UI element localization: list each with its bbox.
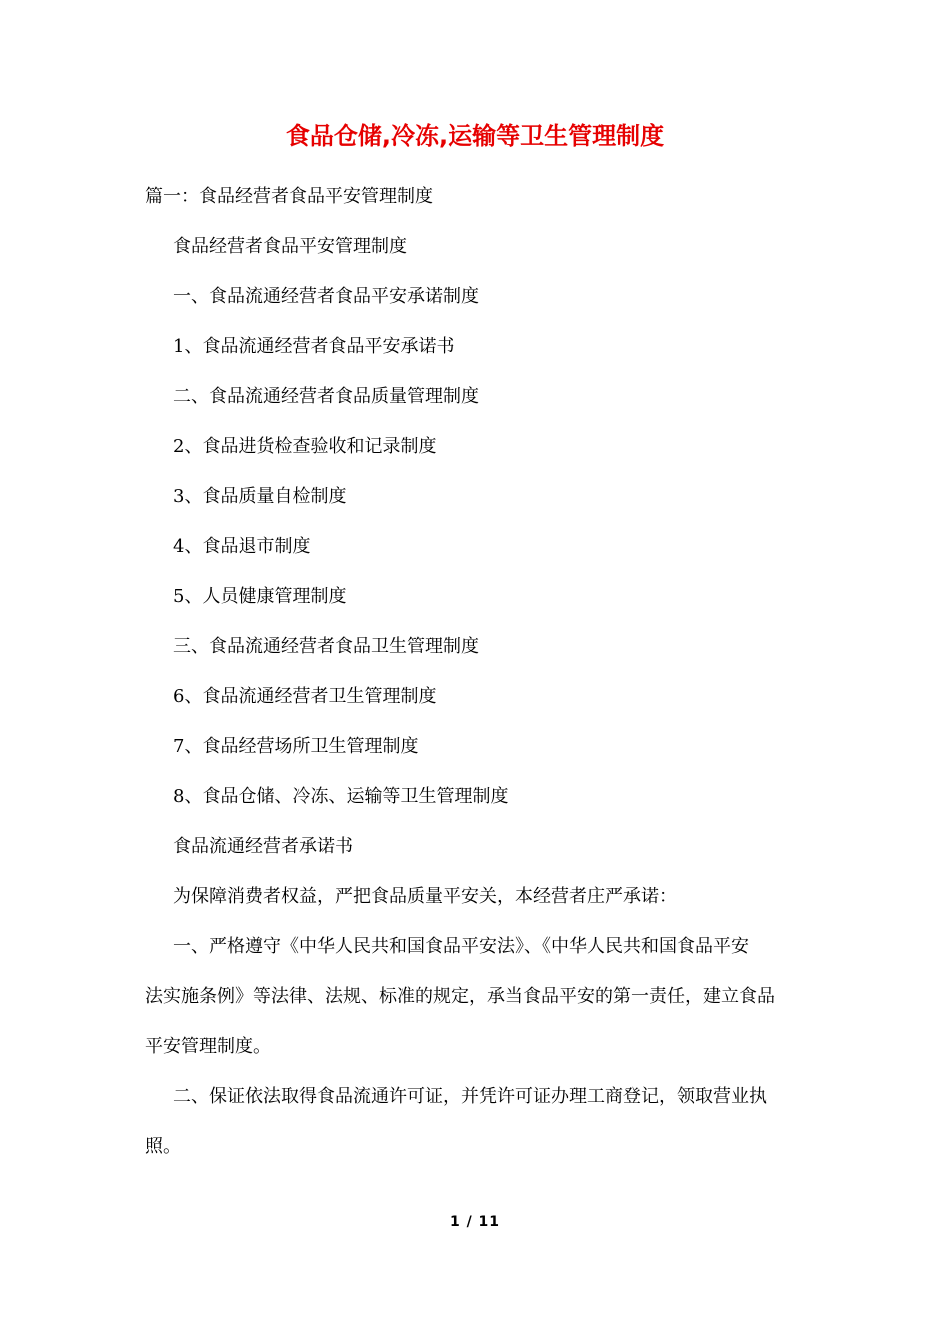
text-line: 5、人员健康管理制度 bbox=[173, 586, 347, 607]
text-line: 为保障消费者权益，严把食品质量平安关，本经营者庄严承诺： bbox=[173, 886, 677, 907]
paragraph-line: 一、严格遵守《中华人民共和国食品平安法》、《中华人民共和国食品平安 bbox=[173, 936, 749, 957]
paragraph-line: 平安管理制度。 bbox=[145, 1036, 271, 1057]
paragraph-line: 二、保证依法取得食品流通许可证，并凭许可证办理工商登记，领取营业执 bbox=[173, 1086, 767, 1107]
paragraph-line: 法实施条例》等法律、法规、标准的规定，承当食品平安的第一责任，建立食品 bbox=[145, 986, 775, 1007]
paragraph-line: 照。 bbox=[145, 1136, 181, 1157]
document-title: 食品仓储,冷冻,运输等卫生管理制度 bbox=[285, 122, 665, 150]
document-body bbox=[145, 181, 825, 1181]
text-line: 二、食品流通经营者食品质量管理制度 bbox=[173, 386, 479, 407]
text-line: 4、食品退市制度 bbox=[173, 536, 311, 557]
text-line: 6、食品流通经营者卫生管理制度 bbox=[173, 686, 437, 707]
text-line: 3、食品质量自检制度 bbox=[173, 486, 347, 507]
text-line: 食品流通经营者承诺书 bbox=[173, 836, 353, 857]
text-line: 2、食品进货检查验收和记录制度 bbox=[173, 436, 437, 457]
text-line: 食品经营者食品平安管理制度 bbox=[173, 236, 407, 257]
text-line: 三、食品流通经营者食品卫生管理制度 bbox=[173, 636, 479, 657]
text-line: 一、食品流通经营者食品平安承诺制度 bbox=[173, 286, 479, 307]
page-number: 1 / 11 bbox=[449, 1214, 501, 1230]
paragraph-2 bbox=[145, 1081, 825, 1163]
text-line: 8、食品仓储、冷冻、运输等卫生管理制度 bbox=[173, 786, 509, 807]
section-heading: 篇一：食品经营者食品平安管理制度 bbox=[145, 186, 433, 207]
text-line: 7、食品经营场所卫生管理制度 bbox=[173, 736, 419, 757]
text-line: 1、食品流通经营者食品平安承诺书 bbox=[173, 336, 455, 357]
paragraph-1 bbox=[145, 931, 825, 1063]
